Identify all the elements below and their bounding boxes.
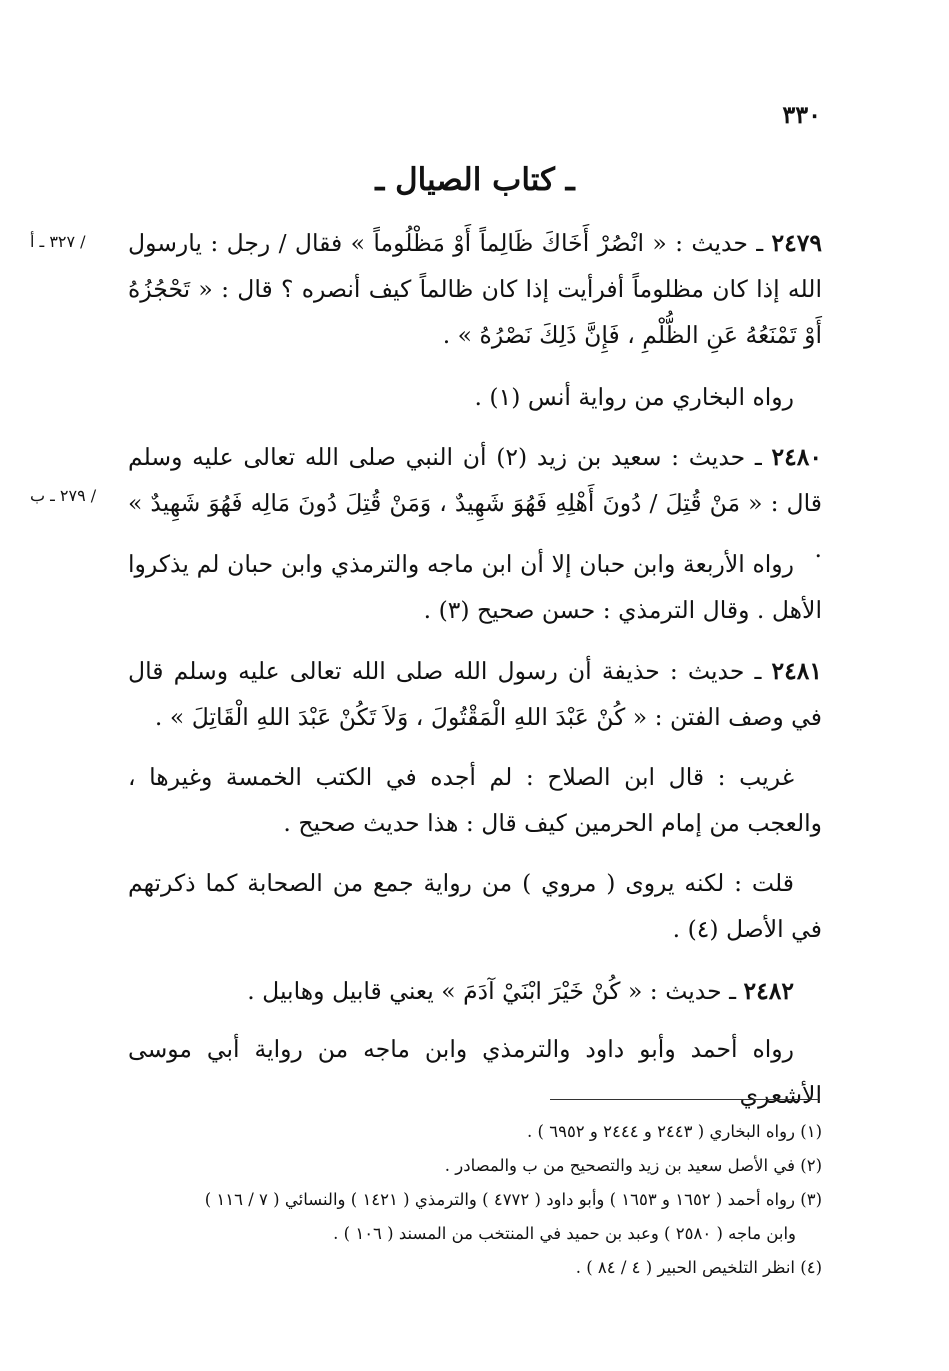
hadith-text: ـ حديث : « كُنْ خَيْرَ ابْنَيْ آدَمَ » يعني قابيل وهابيل . — [247, 977, 744, 1005]
footnote-3-continued: وابن ماجه ( ٢٥٨٠ ) وعبد بن حميد في المنتخب من المسند ( ١٠٦ ) . — [333, 1224, 796, 1243]
footnote-3: (٣) رواه أحمد ( ١٦٥٢ و ١٦٥٣ ) وأبو داود ( ٤٧٧٢ ) والترمذي ( ١٤٢١ ) والنسائي ( ٧ / ١١٦ ) — [204, 1190, 822, 1209]
hadith-text: ـ حديث : حذيفة أن رسول الله صلى الله تعالى عليه وسلم قال في وصف الفتن : « كُنْ عَبْدَ اللهِ الْمَقْتُولَ ، وَلاَ تَكُنْ عَبْدَ اللهِ الْقَاتِلَ » . — [128, 657, 822, 731]
narration-paragraph — [128, 374, 822, 420]
hadith-paragraph-2481 — [128, 648, 822, 740]
narration-text: رواه البخاري من رواية أنس (١) . — [474, 383, 794, 411]
hadith-paragraph-2479 — [128, 220, 822, 358]
narration-text: رواه أحمد وأبو داود والترمذي وابن ماجه من رواية أبي موسى الأشعري — [128, 1035, 822, 1109]
page-number: ٣٣٠ — [782, 100, 821, 129]
narration-text: رواه الأربعة وابن حبان إلا أن ابن ماجه والترمذي وابن حبان لم يذكروا الأهل . وقال الترمذي : حسن صحيح (٣) . — [128, 550, 822, 624]
hadith-paragraph-2482 — [128, 968, 822, 1014]
commentary-paragraph — [128, 754, 822, 846]
hadith-number: ٢٤٨١ — [771, 657, 822, 685]
hadith-number: ٢٤٨٠ — [771, 443, 822, 471]
narration-paragraph — [128, 1026, 822, 1118]
margin-note-folio-1: / ٣٢٧ ـ أ — [30, 232, 86, 251]
hadith-text: ـ حديث : « انْصُرْ أَخَاكَ ظَالِماً أَوْ مَظْلُوماً » فقال / رجل : يارسول الله إذا كان مظلوماً أفرأيت إذا كان ظالماً كيف أنصره ؟ قال : « تَحْجُزُهُ أَوْ تَمْنَعُهُ عَنِ الظُّلْمِ ، فَإِنَّ ذَلِكَ نَصْرُهُ » . — [128, 229, 822, 349]
narration-paragraph — [128, 541, 822, 633]
commentary-text: غريب : قال ابن الصلاح : لم أجده في الكتب الخمسة وغيرها ، والعجب من إمام الحرمين كيف قال : هذا حديث صحيح . — [128, 763, 822, 837]
footnote-2: (٢) في الأصل سعيد بن زيد والتصحيح من ب والمصادر . — [444, 1156, 822, 1175]
commentary-text: قلت : لكنه يروى ( مروي ) من رواية جمع من الصحابة كما ذكرتهم في الأصل (٤) . — [128, 869, 822, 943]
chapter-title: ـ كتاب الصيال ـ — [375, 162, 575, 198]
hadith-number: ٢٤٨٢ — [743, 977, 794, 1005]
margin-note-folio-2: / ٢٧٩ ـ ب — [30, 486, 97, 505]
footnote-divider — [550, 1099, 820, 1100]
footnotes — [128, 1115, 822, 1285]
commentary-paragraph — [128, 860, 822, 952]
hadith-text: ـ حديث : سعيد بن زيد (٢) أن النبي صلى الله تعالى عليه وسلم قال : « مَنْ قُتِلَ / دُونَ أَهْلِهِ فَهُوَ شَهِيدٌ ، وَمَنْ قُتِلَ دُونَ مَالِه فَهُوَ شَهِيدٌ » . — [128, 443, 822, 563]
hadith-number: ٢٤٧٩ — [771, 229, 822, 257]
footnote-1: (١) رواه البخاري ( ٢٤٤٣ و ٢٤٤٤ و ٦٩٥٢ ) . — [527, 1122, 822, 1141]
footnote-4: (٤) انظر التلخيص الحبير ( ٤ / ٨٤ ) . — [575, 1258, 822, 1277]
